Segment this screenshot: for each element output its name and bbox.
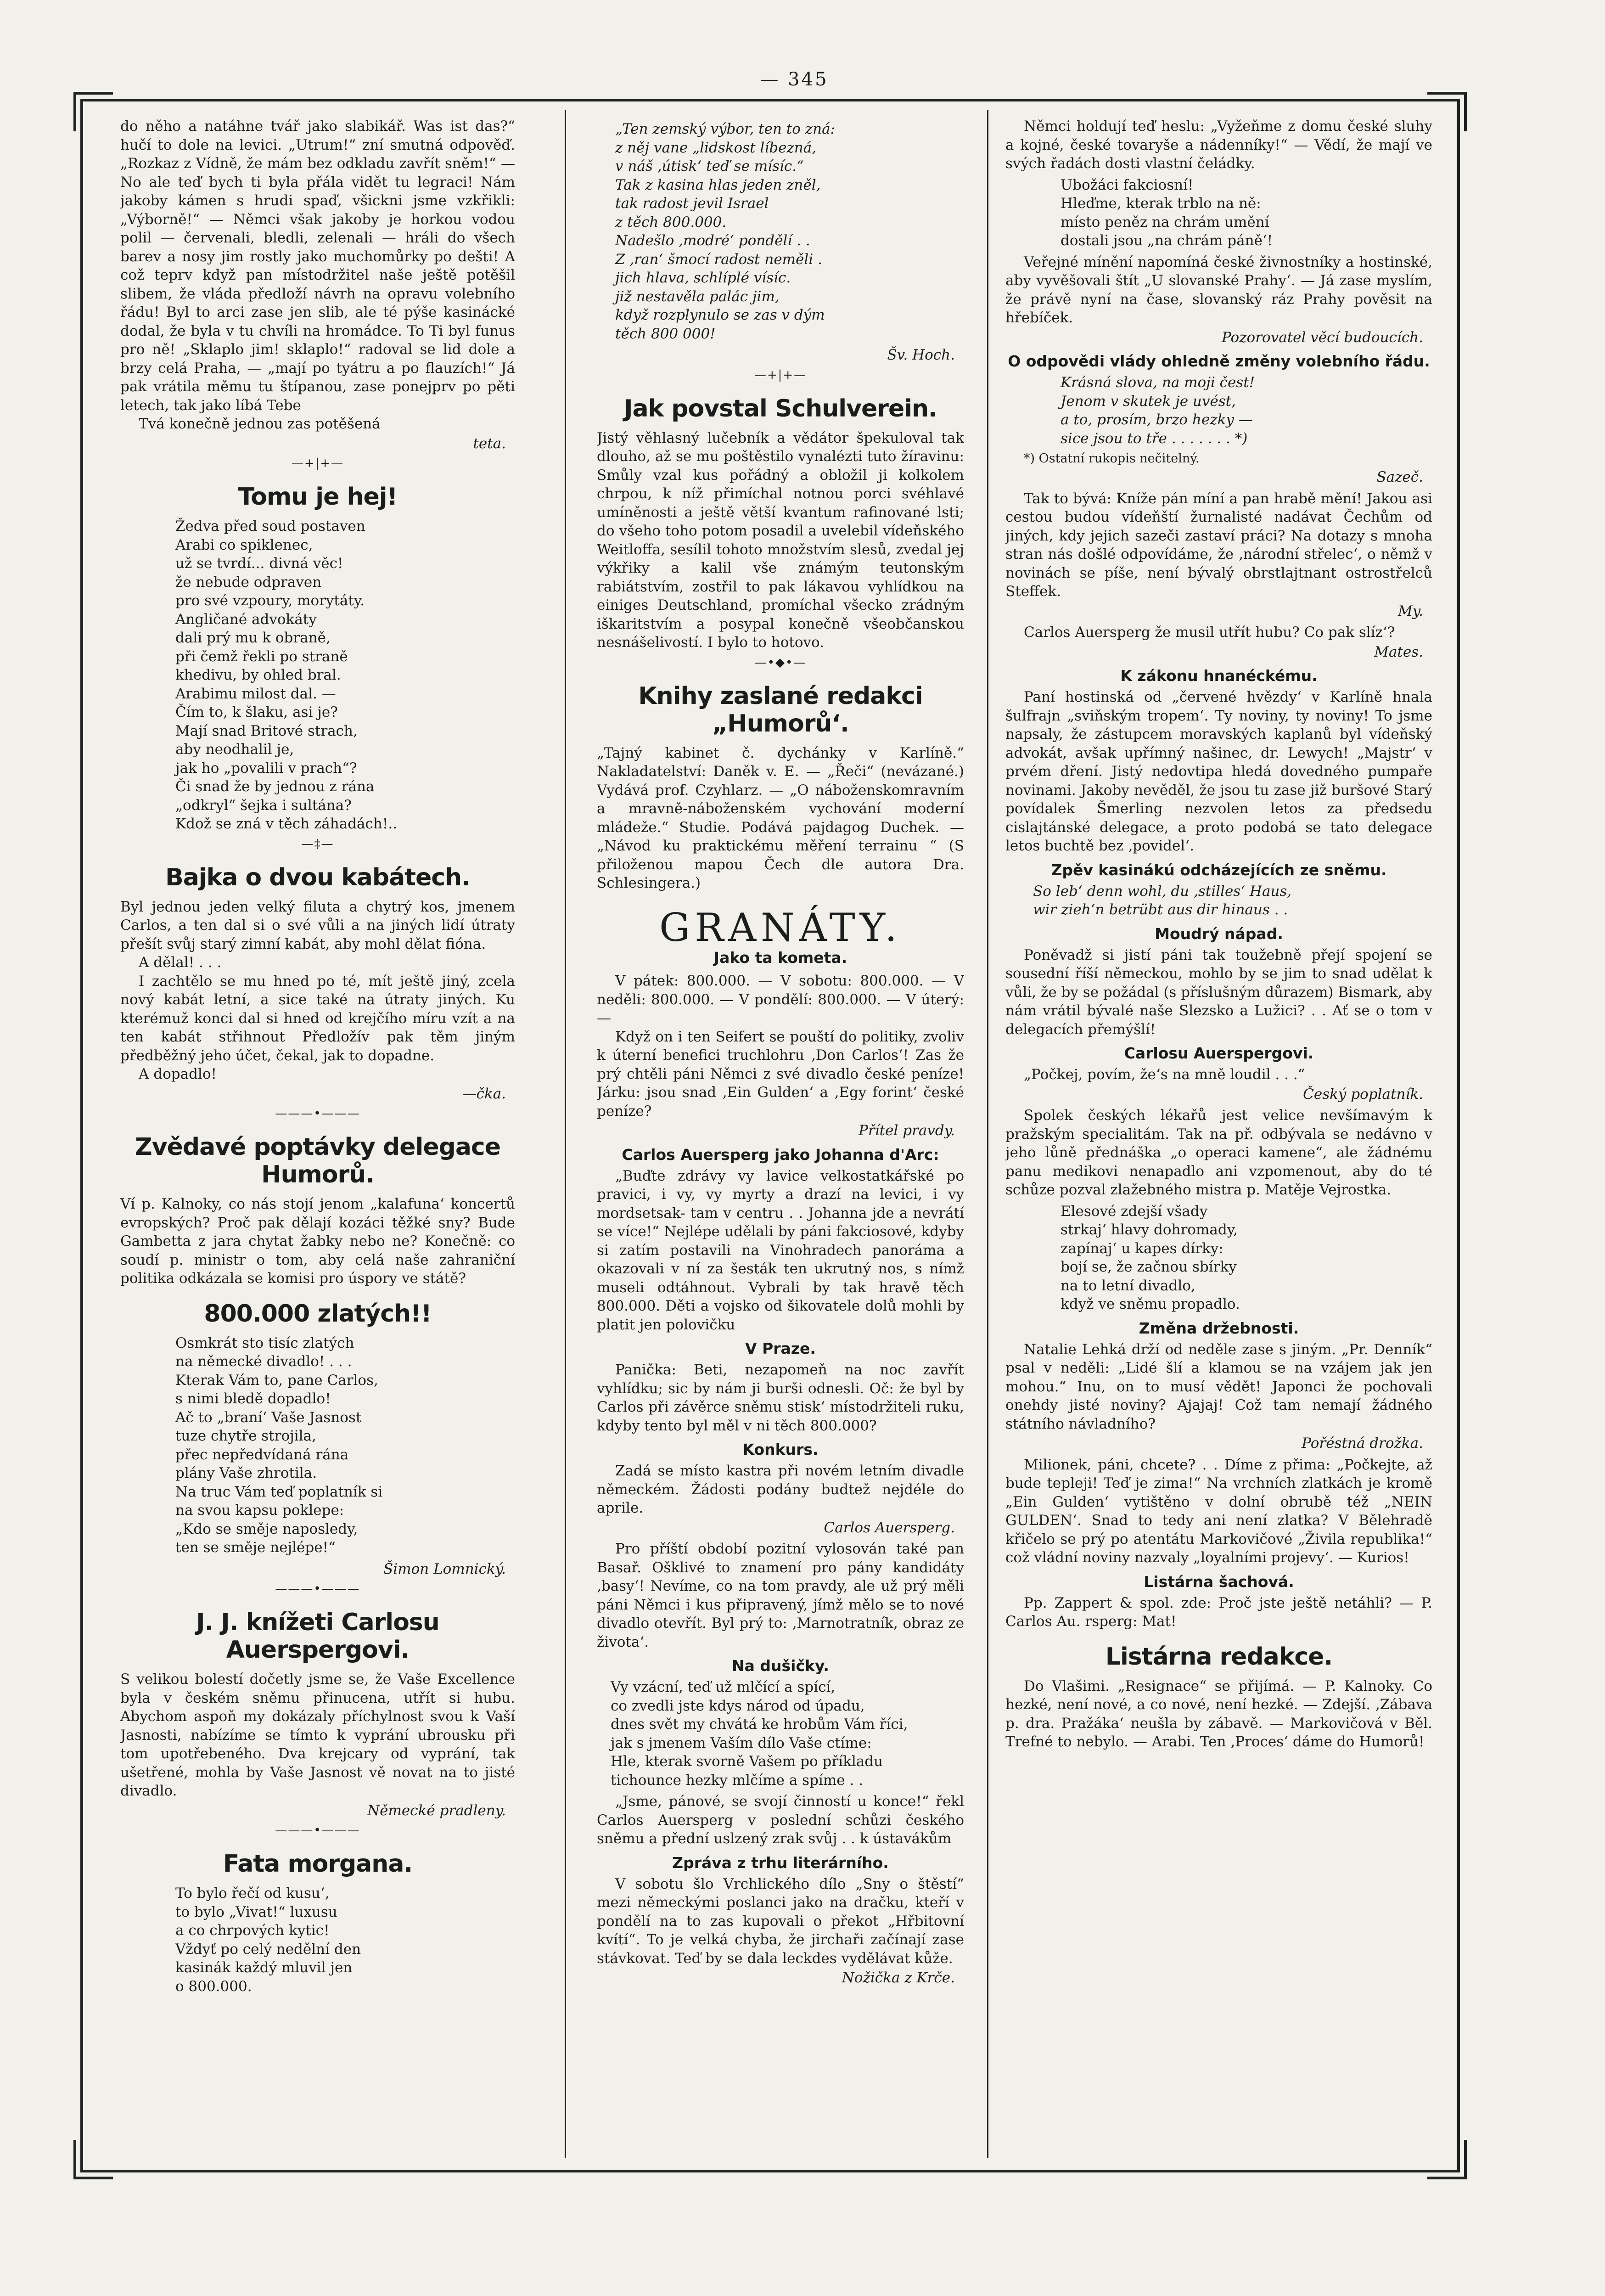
knihy-paragraph: „Tajný kabinet č. dychánky v Karlíně.“ Nakladatelství: Daněk v. E. — „Řeči“ (nevázané.) Vydává prof. Czyhlarz. — „O náboženskomravním a mravně-náboženském vychování moderní mládeže.“ Studie. Podává pajdagog Duchek. — „Návod ku praktickému měření terrainu “ (S přiloženou mapou Čech dle autora Dra. Schlesingera.) [597, 744, 964, 891]
odpovedi-poem: Krásná slova, na moji čest! Jenom v skutek je uvést, a to, prosím, brzo hezky — sice jsou to tře . . . . . . . *) [1061, 374, 1255, 447]
jak-heading: Jak povstal Schulverein. [624, 394, 937, 422]
separator-ornament: —‡— [301, 837, 334, 851]
zlatych-signature: Šimon Lomnický. [383, 1560, 506, 1577]
page-number: — 345 [760, 69, 829, 90]
verejne-paragraph: Veřejné mínění napomíná české živnostníky a hostinské, aby vyvěšovali štít „U slovanské Prahy‘. — Já zase myslím, že právě nyní na čase, slovanský ráz Prahy pověsit na hřebíček. [1005, 253, 1432, 326]
bywa-paragraph: Tak to bývá: Kníže pán míní a pan hrabě mění! Jakou asi cestou budou vídeňští žurnalisté nadávat Čechům od jiných, kdy jejich sazeči zastaví práci? Na dotazy s mnoha stran nás došlé odpovídáme, že ‚národní střelec‘, o němž v novinách se píše, není bývalý obrstlajtnant ostrostřelců Steffek. [1005, 490, 1432, 600]
left-border-rule [80, 99, 83, 2172]
column-divider-left [565, 110, 566, 2158]
zvedave-paragraph: Ví p. Kalnoky, co nás stojí jenom „kalafuna‘ koncertů evropských? Proč pak dělají kozáci těžké sny? Bude Gambetta z jara chytat žabky nebo ne? Konečně: co soudí p. ministr o tom, aby celá naše zahraniční politika odkázala se komisi pro úspory ve státě? [120, 1196, 515, 1287]
praze-paragraph: Panička: Beti, nezapomeň na noc zavřít vyhlídku; sic by nám ji burši odnesli. Oč: že byl by Carlos při závěrce sněmu stisk‘ místodržiteli ruku, kdyby tento byl měl v ni těch 800.000? [597, 1362, 964, 1434]
middle-column [597, 117, 964, 2151]
corner-ornament-tr [1427, 92, 1467, 131]
intro-signature: teta. [473, 435, 506, 452]
carlosu-heading: Carlosu Auerspergovi. [1124, 1044, 1314, 1062]
listarna-heading: Listárna šachová. [1144, 1572, 1294, 1591]
kometa-signature: Přítel pravdy. [859, 1122, 955, 1139]
kniz-signature: Německé pradleny. [367, 1802, 506, 1819]
fata-heading: Fata morgana. [223, 1850, 413, 1878]
fata-poem: To bylo řečí od kusu‘, to bylo „Vivat!“ luxusu a co chrpových kytic! Vždyť po celý nedělní den kasinák každý mluvil jen o 800.000. [175, 1885, 361, 1995]
corner-ornament-bl [73, 2140, 113, 2179]
zmena-signature: Pořéstná drožka. [1302, 1435, 1423, 1452]
zprava-paragraph: V sobotu šlo Vrchlického dílo „Sny o štěstí“ mezi německými poslanci jako na dračku, kteří v pondělí na to zas kupovali o překot „Hřbitovní kvítí“. To je velká chyba, že jirchaři začínají zase stávkovat. Teď by se dala leckdes vydělávat kůže. [597, 1875, 964, 1967]
zakon-paragraph: Paní hostinská od „červené hvězdy‘ v Karlíně hnala šulfrajn „sviňským tropem‘. Ty noviny, ty noviny! To jsme napsaly, že zástupcem moravských kaplanů byl vídeňský advokát, avšak upřímný našinec, dr. Lewych! „Majstr‘ v prvém dření. Jistý nedovtipa hledá dovedného pumpaře novinami. Jakoby nevěděl, že jsou tu zase již buršové Starý povídalek Šmerling nezvolen letos za předsedu cislajtánské delegace, a proto podobá se tato delegace letos buchtě bez ‚povidel‘. [1005, 689, 1432, 854]
bajka-paragraph-2: I zachtělo se mu hned po té, mít ještě jiný, zcela nový kabát letní, a sice také na útraty jiných. Ku kterémuž konci dal si hned od krejčího míru vzít a na ten kabát střihnout Předložív pak těm jiným předběžný jeho účet, čekal, jak to dopadne. [120, 973, 515, 1064]
carlosu-paragraph: „Počkej, povím, že‘s na mně loudil . . .“ [1024, 1066, 1305, 1083]
separator-ornament: ———•——— [275, 1582, 360, 1596]
listarna-paragraph: Pp. Zappert & spol. zde: Proč jste ještě netáhli? — P. Carlos Au. rsperg: Mat! [1005, 1594, 1432, 1630]
bajka-paragraph: Byl jednou jeden velký filuta a chytrý kos, jmenem Carlos, a ten dal si o své vůli a na jiných lidí útraty přešít svůj starý zimní kabát, aby mohl dělat fióna. [120, 898, 515, 952]
redakce-paragraph: Do Vlašimi. „Resignace“ se přijímá. — P. Kalnoky. Co hezké, není nové, a co nové, není hezké. — Zdejší. ‚Zábava p. dra. Pražáka‘ neušla by zábavě. — Markovičová v Běl. Trefné to nebylo. — Arabi. Ten ‚Proces‘ dáme do Humorů! [1005, 1677, 1432, 1750]
dusicky-paragraph: „Jsme, pánové, se svojí činností u konce!“ řekl Carlos Auersperg v poslední schůzi českého sněmu a přední uslzený zrak svůj . . k ústavákům [597, 1793, 964, 1847]
top-poem: Ubožáci fakciosní! Hleďme, kterak trblo na ně: místo peněz na chrám umění dostali jsou „na chrám páně‘! [1061, 176, 1273, 249]
intro-closing: Tvá konečně jednou zas potěšená [139, 416, 381, 432]
spolek-poem: Elesové zdejší všady strkaj‘ hlavy dohromady, zapínaj‘ u kapes dírky: bojí se, že začnou sbírky na to letní divadlo, když ve sněmu propadlo. [1061, 1203, 1240, 1312]
konkurs-paragraph-2: Pro příští období pozitní vylosován také pan Basař. Ošklivé to znamení pro pány kandidáty ‚basy‘! Nevíme, co na tom pravdy, ale už prý měli páni Němci i kus připravený, jímž mělo se to nové divadlo otevřít. Byl prý to: ‚Marnotratník, obraz ze života‘. [597, 1541, 964, 1650]
konkurs-signature: Carlos Auersperg. [824, 1519, 955, 1536]
odpovedi-footnote-signature: Sazeč. [1376, 469, 1423, 485]
right-border-rule [1457, 99, 1460, 2172]
top-paragraph: Němci holdují teď heslu: „Vyžeňme z domu české sluhy a kojné, české tovaryše a nádenníky!“ — Vědí, že mají ve svých řadách dosti vlastní čeládky. [1005, 118, 1432, 172]
separator-ornament: ———•——— [275, 1823, 360, 1837]
zprava-heading: Zpráva z trhu literárního. [672, 1853, 889, 1872]
right-column [1005, 117, 1432, 2151]
top-border-rule [80, 99, 1460, 101]
verejne-signature: Pozorovatel věcí budoucích. [1221, 329, 1423, 346]
kometa-schedule: V pátek: 800.000. — V sobotu: 800.000. — V neděli: 800.000. — V pondělí: 800.000. — V úterý: — [597, 973, 964, 1026]
bajka-end: A dopadlo! [139, 1066, 217, 1082]
zlatych-heading: 800.000 zlatých!! [204, 1300, 432, 1328]
separator-ornament: ———•——— [275, 1107, 360, 1120]
kniz-heading: J. J. knížeti Carlosu Auerspergovi. [196, 1609, 439, 1664]
johanna-heading: Carlos Auersperg jako Johanna d'Arc: [622, 1145, 939, 1164]
carlos-hubu: Carlos Auersperg že musil utřít hubu? Co pak slíz‘? [1024, 624, 1395, 641]
column-divider-right [987, 110, 988, 2158]
carlosu-signature: Český poplatník. [1303, 1086, 1423, 1103]
top-poem-signature: Šv. Hoch. [887, 347, 955, 363]
granaty-heading: GRANÁTY. [659, 905, 902, 950]
zmena-paragraph: Natalie Lehká drží od neděle zase s jiným. „Pr. Denník“ psal v neděli: „Lidé šlí a klamou se na vzájem jak jen mohou.“ Inu, on to musí vědět! Japonci že pochovali onehdy jisté noviny? Ajajaj! Což tam nemají žádného státního návladního? [1005, 1341, 1432, 1432]
left-column [120, 117, 515, 2151]
dusicky-poem: Vy vzácní, teď už mlčící a spící, co zvedli jste kdys národ od úpadu, dnes svět my chvátá ke hrobům Vám říci, jak s jmenem Vaším dílo Vaše ctíme: Hle, kterak svorně Vašem po příkladu tichounce hezky mlčíme a spíme . . [611, 1679, 908, 1789]
johanna-paragraph: „Buďte zdrávy vy lavice velkostatkářské po pravici, i vy, vy myrty a drazí na levici, i vy mordsetsak- tam v centru . . Johanna jde a nevrátí se více!“ Nejlépe udělali by páni fakciosové, kdyby si zatím postavili na Vinohradech panoráma a okazovali v ní za šesták ten ukrutný nos, s nímž museli odtáhnout. Vybrali by tak hravě těch 800.000. Děti a vojsko od šikovatele dolů mohli by platit jen polovičku [597, 1167, 964, 1333]
corner-ornament-br [1427, 2140, 1467, 2179]
knihy-heading: Knihy zaslané redakci „Humorů‘. [638, 682, 923, 737]
spolek-paragraph: Spolek českých lékařů jest velice nevšímavým k pražským specialitám. Tak na př. odbývala se nedávno v jeho lůně přednáška „o operaci kamene“, ale žádnému panu medikovi nenapadlo ani vzpomenout, aby do té schůze pozval zlažebného mistra p. Matěje Vejrostka. [1005, 1107, 1432, 1198]
zpev-heading: Zpěv kasinákú odcházejících ze sněmu. [1051, 861, 1387, 879]
bajka-line: A dělal! . . . [139, 954, 222, 971]
bajka-signature: —čka. [462, 1085, 506, 1102]
praze-heading: V Praze. [745, 1339, 816, 1357]
zakon-heading: K zákonu hnanéckému. [1120, 667, 1318, 685]
dusicky-heading: Na dušičky. [732, 1657, 829, 1675]
odpovedi-heading: O odpovědi vlády ohledně změny volebního řádu. [1008, 352, 1430, 370]
zmena-heading: Změna držebnosti. [1139, 1319, 1299, 1337]
separator-ornament: —+|+— [754, 368, 807, 382]
top-poem: „Ten zemský výbor, ten to zná: z něj vane „lidskost líbezná, v náš ‚útisk‘ teď se mísíc.“ Tak z kasina hlas jeden zněl, tak radost jevil Israel z těch 800.000. Nadešlo ‚modré‘ pondělí . . Z ‚ran‘ šmocí radost neměli . jich hlava, schlíplé vísíc. již nestavěla palác jim, když rozplynulo se zas v dým těch 800 000! [615, 121, 836, 342]
moudry-heading: Moudrý nápad. [1155, 924, 1283, 943]
corner-ornament-tl [73, 92, 113, 131]
separator-ornament: —+|+— [291, 456, 344, 470]
intro-paragraph: do něho a natáhne tvář jako slabikář. Was ist das?“ hučí to dole na levici. „Utrum!“ zní smutná odpověď. „Rozkaz z Vídně, že mám bez odkladu zavřít sněm!“ — No ale teď bych ti byla přála vidět tu legraci! Nám jakoby kámen s hrudi spaď, všickni jsme vzkřikli: „Výborně!“ — Němci však jakoby je horkou vodou polil — červenali, bledli, zelenali — hráli do všech barev a nosy jim rostly jako muchomůrky po dešti! A což teprv když pan místodržitel naše ještě potěšil slibem, že vláda předloží návrh na opravu volebního řádu! Byl to arci zase jen slib, ale té pýše kasinácké dodal, že byla v tu chvíli na hromádce. To Ti byl funus pro ně! „Sklaplo jim! sklaplo!“ radoval se lid dole a brzy celá Praha, — „mají po tyátru a po flauzích!“ Já pak vrátila měmu tu štípanou, zase ponejprv po pěti letech, tak jako líbá Tebe [120, 118, 515, 414]
zpev-poem: So leb‘ denn wohl, du ‚stilles‘ Haus, wir zieh‘n betrübt aus dir hinaus . . [1033, 883, 1292, 918]
odpovedi-footnote: *) Ostatní rukopis nečitelný. [1024, 451, 1200, 466]
kometa-heading: Jako ta kometa. [713, 948, 847, 967]
zlatych-poem: Osmkrát sto tisíc zlatých na německé divadlo! . . . Kterak Vám to, pane Carlos, s nimi bledě dopadlo! Ač to „braní‘ Vaše Jasnost tuze chytře strojila, přec nepředvídaná rána plány Vaše zhrotila. Na truc Vám teď poplatník si na svou kapsu poklepe: „Kdo se směje naposledy, ten se směje nejlépe!“ [175, 1334, 383, 1556]
konkurs-paragraph: Zadá se místo kastra při novém letním divadle německém. Žádosti podány budtež nejdéle do aprile. [597, 1463, 964, 1516]
bottom-border-rule [80, 2170, 1460, 2172]
bajka-heading: Bajka o dvou kabátech. [165, 863, 470, 891]
jak-paragraph: Jistý věhlasný lučebník a vědátor špekuloval tak dlouho, až se mu poštěstilo vynalézti tuto žíravinu: Smůly vzal kus pořádný a obložil ji kolkolem chrpou, k níž přimíchal notnou porci svéhlavé umíněnosti a ještě větší kvantum rafinované lsti; do všeho toho potom posadil a uvelebil vídeňského Weitloffa, sesílil tohoto množstvím slesů, zvedal jej výkřiky a kalil vše známým teutonským rabiátstvím, zostřil to pak lákavou vyhlídkou na einiges Deutschland, promíchal všecko zrádným iškaritstvím a posypal konečně všeobčanskou nesnášelivostí. I bylo to hotovo. [597, 429, 964, 651]
milionek-paragraph: Milionek, páni, chcete? . . Díme z přima: „Počkejte, až bude tepleji! Teď je zima!“ Na vrchních zlatkách je kromě „Ein Gulden‘ vytištěno v dolní obrubě též „NEIN GULDEN‘. Snad to tedy ani není zlatka? V Bělehradě křičelo se prý po atentátu Markovičové „Živila republika!“ což vládní noviny nazvaly „loyalními projevy‘. — Kurios! [1005, 1456, 1432, 1566]
carlos-hubu-signature: Mates. [1374, 643, 1423, 660]
kniz-paragraph: S velikou bolestí dočetly jsme se, že Vaše Excellence byla v českém sněmu přinucena, utřít si hubu. Abychom aspoň my dokázaly příchylnost svou k Vaší Jasnosti, nabízíme se tímto k vyprání ubrousku při tom upotřebeného. Dva krejcary od vyprání, tak ušetřené, mohla by Vaše Jasnost vě novat na to jisté divadlo. [120, 1671, 515, 1799]
separator-ornament: —•◆•— [754, 655, 807, 670]
bywa-signature: My. [1398, 602, 1423, 619]
konkurs-heading: Konkurs. [742, 1441, 819, 1458]
moudry-paragraph: Poněvadž si jistí páni tak toužebně přejí spojení se sousední říší německou, mohlo by se jim to snad udělat k vůli, že by se požádal (s příslušným důrazem) Bismark, aby nám vrátil bývalé naše Slezsko a Lužici? . . Ať se o tom v delegacích přemýšlí! [1005, 946, 1432, 1038]
tomu-poem: Žedva před soud postaven Arabi co spiklenec, už se tvrdí... divná věc! že nebude odpraven pro své vzpoury, morytáty. Angličané advokáty dali prý mu k obraně, při čemž řekli po straně khedivu, by ohled bral. Arabimu milost dal. — Čím to, k šlaku, asi je? Mají snad Britové strach, aby neodhalil je, jak ho „povalili v prach“? Či snad že by jednou z rána „odkryl“ šejka i sultána? Kdož se zná v těch záhadách!.. [175, 518, 398, 832]
redakce-heading: Listárna redakce. [1105, 1643, 1333, 1671]
tomu-heading: Tomu je hej! [238, 483, 398, 511]
zprava-signature: Nožička z Krče. [842, 1970, 955, 1986]
zvedave-heading: Zvědavé poptávky delegace Humorů. [135, 1133, 501, 1188]
kometa-paragraph: Když on i ten Seifert se pouští do politiky, zvoliv k úterní benefici truchlohru ‚Don Carlos‘! Zas že prý chtěli páni Němci z své divadlo české peníze! Járku: jsou snad ‚Ein Gulden‘ a ‚Egy forint‘ české peníze? [597, 1028, 964, 1120]
